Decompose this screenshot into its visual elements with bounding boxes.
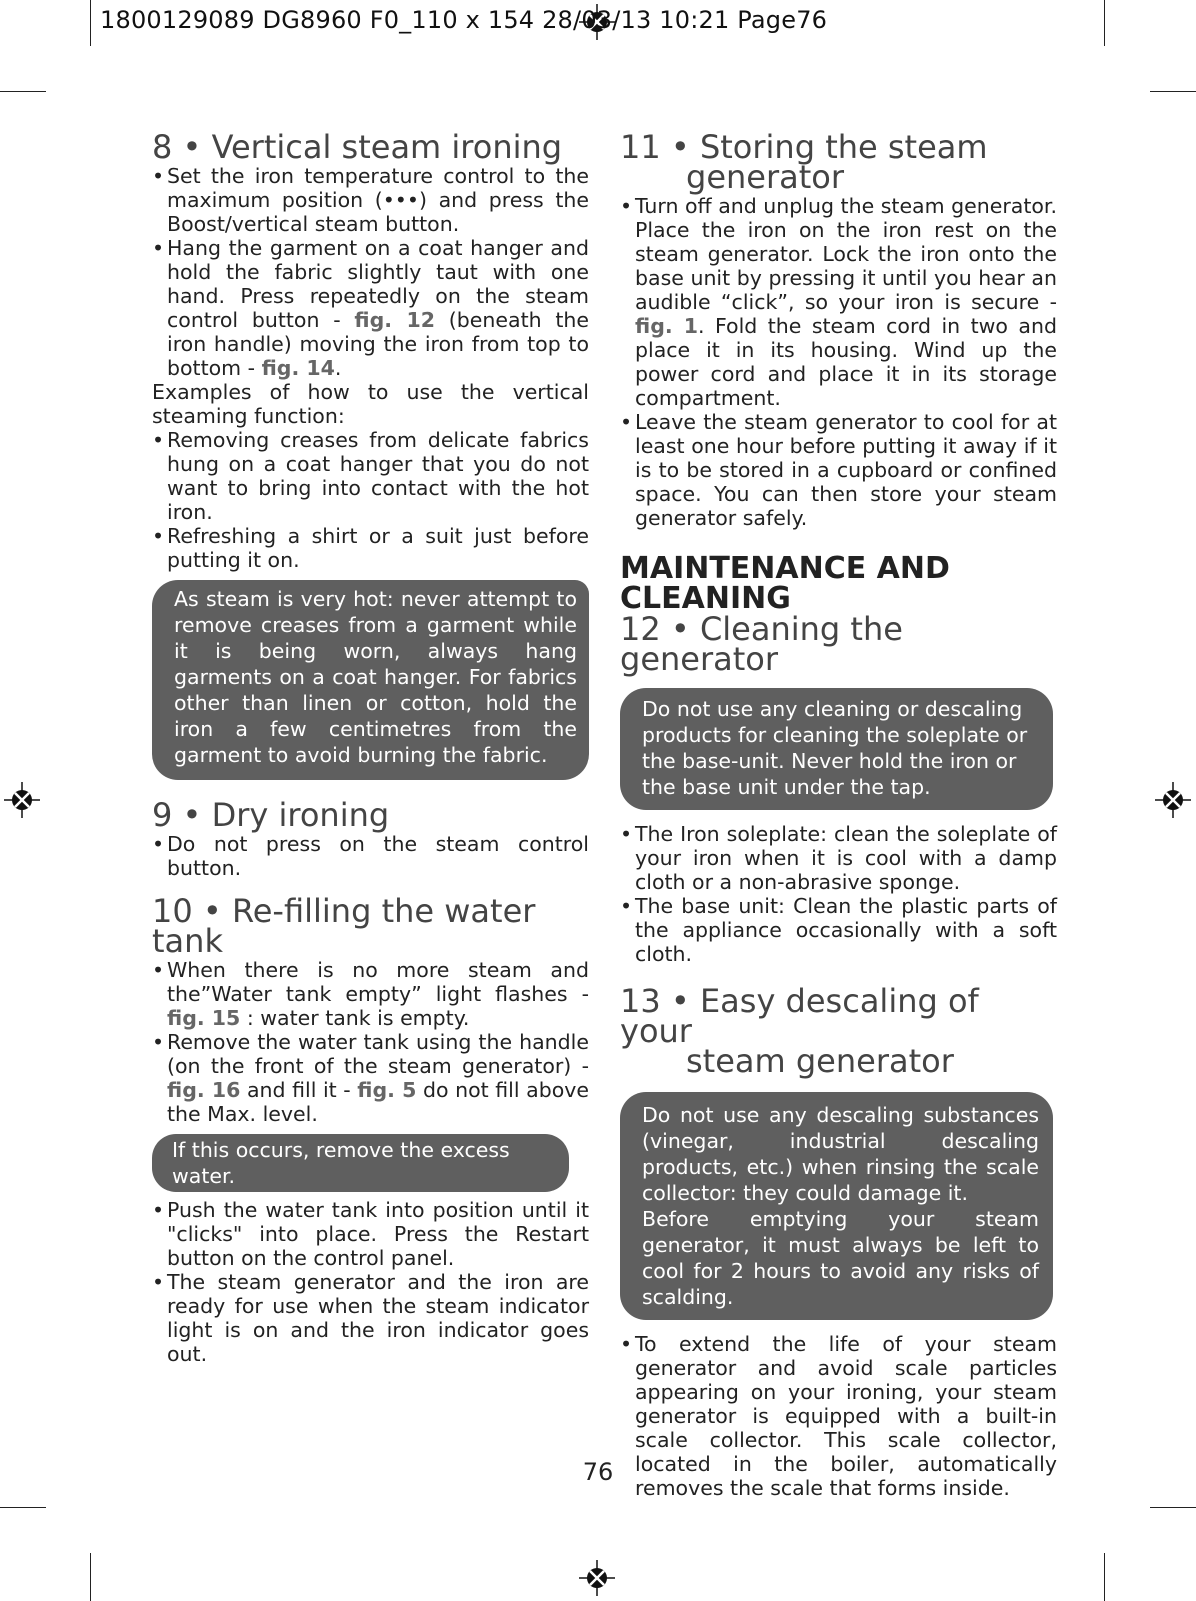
crop-mark-top-left-horizontal xyxy=(0,91,46,92)
text-run: . Fold the steam cord in two and place it in its housing. Wind up the power cord and place it in its storage compartment. xyxy=(635,314,1057,410)
text-run: (beneath the iron handle) moving the iron from top to bottom - xyxy=(167,308,590,380)
registration-mark-left xyxy=(4,782,40,818)
section-13-title-line-2: steam generator xyxy=(686,1042,954,1080)
text-run: and fill it - xyxy=(240,1078,358,1102)
page-number: 76 xyxy=(582,1458,614,1486)
registration-mark-bottom xyxy=(579,1560,615,1596)
text-run: Hang the garment on a coat hanger and hold the fabric slightly taut with one hand. Press repeatedly on the steam control button - xyxy=(167,236,589,332)
section-8-bullet-2 xyxy=(152,236,589,380)
section-13-title-line-1: 13 • Easy descaling of your xyxy=(620,982,979,1050)
maintenance-heading-line-2: CLEANING xyxy=(620,581,791,616)
section-9-title: 9 • Dry ironing xyxy=(152,796,390,834)
section-12-title: 12 • Cleaning the generator xyxy=(620,610,903,678)
section-13-warning-box xyxy=(620,1092,1053,1320)
text-run: Remove the water tank using the handle (on the front of the steam generator) - xyxy=(167,1030,589,1078)
section-8-warning-text: As steam is very hot: never attempt to remove creases from a garment while it is being worn, always hang garments on a coat hanger. For fabrics other than linen or cotton, hold the iron a few centimetres from the garment to avoid burning the fabric. xyxy=(174,587,577,767)
section-8-warning-box xyxy=(152,580,589,780)
figure-reference: fig. 5 xyxy=(357,1078,417,1102)
section-9-bullet-1: • Do not press on the steam control button. xyxy=(152,832,589,880)
text-run: . xyxy=(334,356,342,380)
maintenance-heading-line-1: MAINTENANCE AND xyxy=(620,551,950,586)
section-11-title-line-1: 11 • Storing the steam xyxy=(620,128,988,166)
section-8-examples-intro: Examples of how to use the vertical steaming function: xyxy=(152,380,589,428)
section-12-bullet-1: • The Iron soleplate: clean the soleplate of your iron when it is cool with a damp cloth or a non-abrasive sponge. xyxy=(620,822,1057,894)
section-12-warning-text: Do not use any cleaning or descaling products for cleaning the soleplate or the base-unit. Never hold the iron or the base unit under the tap. xyxy=(642,697,1028,799)
section-13-warning-text-2: Before emptying your steam generator, it must always be left to cool for 2 hours to avoid any risks of scalding. xyxy=(642,1207,1039,1309)
crop-mark-bottom-left-horizontal xyxy=(0,1507,46,1508)
figure-reference: fig. 15 xyxy=(167,1006,241,1030)
section-10-bullet-1 xyxy=(152,958,589,1030)
crop-mark-top-right-horizontal xyxy=(1150,91,1196,92)
text-run: : water tank is empty. xyxy=(240,1006,470,1030)
crop-mark-bottom-right-horizontal xyxy=(1150,1507,1196,1508)
figure-reference: fig. 16 xyxy=(167,1078,241,1102)
text-run: Turn off and unplug the steam generator. Place the iron on the iron rest on the steam generator. Lock the iron onto the base unit by pressing it until you hear an audible “click”, so your iron is secure - xyxy=(635,194,1057,314)
right-column xyxy=(620,128,1057,1500)
crop-mark-top-right-vertical xyxy=(1104,0,1105,46)
figure-reference: fig. 1 xyxy=(635,314,698,338)
section-12-bullet-2: • The base unit: Clean the plastic parts of the appliance occasionally with a soft cloth. xyxy=(620,894,1057,966)
left-column xyxy=(152,128,590,1366)
section-10-title: 10 • Re-filling the water tank xyxy=(152,892,536,960)
section-8-bullet-3: • Removing creases from delicate fabrics hung on a coat hanger that you do not want to bring into contact with the hot iron. xyxy=(152,428,589,524)
section-11-bullet-2: • Leave the steam generator to cool for at least one hour before putting it away if it is to be stored in a cupboard or confined space. You can then store your steam generator safely. xyxy=(620,410,1057,530)
section-10-note-box xyxy=(152,1134,569,1192)
section-8-bullet-4: • Refreshing a shirt or a suit just before putting it on. xyxy=(152,524,589,572)
section-10-bullet-4: • The steam generator and the iron are ready for use when the steam indicator light is on and the iron indicator goes out. xyxy=(152,1270,589,1366)
text-run: do not fill above the Max. level. xyxy=(167,1078,590,1126)
section-11-bullet-1 xyxy=(620,194,1057,410)
section-8-bullet-1: • Set the iron temperature control to the maximum position (•••) and press the Boost/vertical steam button. xyxy=(152,164,589,236)
section-10-bullet-2 xyxy=(152,1030,589,1126)
section-12-warning-box xyxy=(620,688,1053,810)
print-slug-header: 1800129089 DG8960 F0_110 x 154 28/03/13 10:21 Page76 xyxy=(100,6,828,34)
figure-reference: fig. 12 xyxy=(354,308,435,332)
section-13-warning-text-1: Do not use any descaling substances (vinegar, industrial descaling products, etc.) when rinsing the scale collector: they could damage it. xyxy=(642,1103,1039,1205)
section-10-note-text: If this occurs, remove the excess water. xyxy=(172,1138,510,1188)
section-13-bullet-1: • To extend the life of your steam generator and avoid scale particles appearing on your ironing, your steam generator is equipped with a built-in scale collector. This scale collector, located in the boiler, automatically removes the scale that forms inside. xyxy=(620,1332,1057,1500)
text-run: When there is no more steam and the”Water tank empty” light flashes - xyxy=(167,958,589,1006)
section-8-title: 8 • Vertical steam ironing xyxy=(152,128,563,166)
crop-mark-bottom-left-vertical xyxy=(90,1553,91,1601)
section-11-title-line-2: generator xyxy=(686,158,845,196)
section-10-bullet-3: • Push the water tank into position until it "clicks" into place. Press the Restart button on the control panel. xyxy=(152,1198,589,1270)
registration-mark-right xyxy=(1155,782,1191,818)
crop-mark-top-left-vertical xyxy=(90,0,91,46)
crop-mark-bottom-right-vertical xyxy=(1104,1553,1105,1601)
figure-reference: fig. 14 xyxy=(261,356,335,380)
